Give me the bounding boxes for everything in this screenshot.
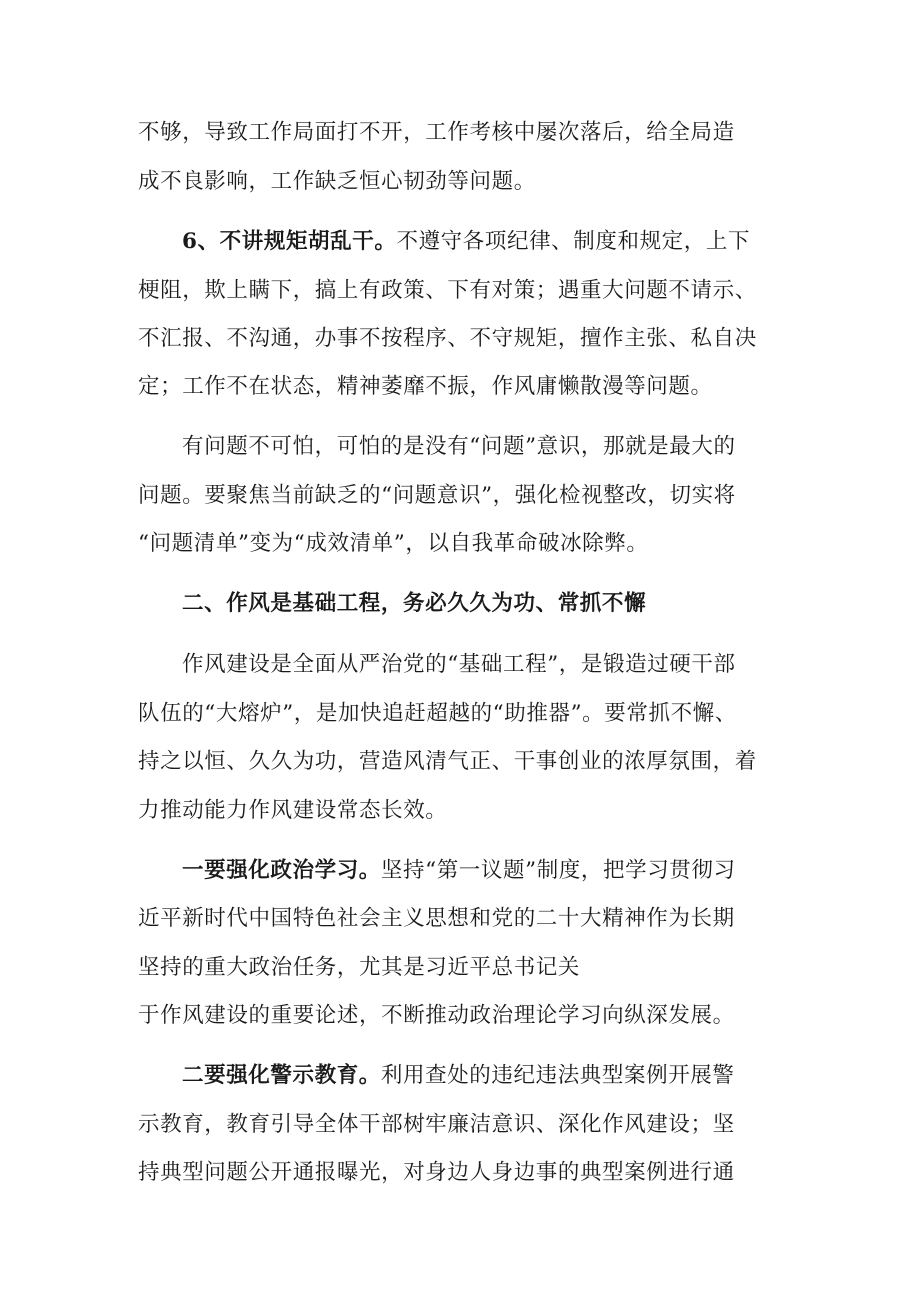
text-line: 成不良影响，工作缺乏恒心韧劲等问题。 [138, 169, 536, 194]
text-run: 不遵守各项纪律、制度和规定，上下 [396, 229, 751, 254]
text-line: “问题清单”变为“成效清单”，以自我革命破冰除弊。 [138, 531, 649, 556]
text-line: 示教育，教育引导全体干部树牢廉洁意识、深化作风建设；坚 [138, 1112, 735, 1137]
text-line: 不够，导致工作局面打不开，工作考核中屡次落后，给全局造 [138, 120, 735, 145]
text-line: 定；工作不在状态，精神萎靡不振，作风庸懒散漫等问题。 [138, 374, 713, 399]
text-line: 持典型问题公开通报曝光，对身边人身边事的典型案例进行通 [138, 1160, 735, 1185]
text-line: 不汇报、不沟通，办事不按程序、不守规矩，擅作主张、私自决 [138, 326, 757, 351]
text-line: 作风建设是全面从严治党的“基础工程”，是锻造过硬干部 [182, 652, 736, 677]
text-line: 力推动能力作风建设常态长效。 [138, 798, 448, 823]
text-line: 坚持的重大政治任务，尤其是习近平总书记关 [138, 955, 581, 980]
text-line: 有问题不可怕，可怕的是没有“问题”意识，那就是最大的 [182, 434, 736, 459]
text-line [182, 227, 832, 257]
section-heading: 二、作风是基础工程，务必久久为功、常抓不懈 [182, 591, 647, 616]
paragraph-heading: 6、不讲规矩胡乱干。 [182, 229, 397, 254]
paragraph-heading: 一要强化政治学习。 [182, 858, 381, 883]
text-run: 坚持“第一议题”制度，把学习贯彻习 [380, 858, 736, 883]
paragraph-heading: 二要强化警示教育。 [182, 1063, 381, 1088]
text-run: 利用查处的违纪违法典型案例开展警 [380, 1063, 735, 1088]
text-line [182, 856, 832, 886]
text-line: 持之以恒、久久为功，营造风清气正、干事创业的浓厚氛围，着 [138, 749, 757, 774]
text-line: 于作风建设的重要论述，不断推动政治理论学习向纵深发展。 [138, 1003, 735, 1028]
text-line: 近平新时代中国特色社会主义思想和党的二十大精神作为长期 [138, 906, 735, 931]
text-line: 问题。要聚焦当前缺乏的“问题意识”，强化检视整改，切实将 [138, 483, 736, 508]
text-line [182, 1061, 832, 1091]
text-line: 队伍的“大熔炉”，是加快追赶超越的“助推器”。要常抓不懈、 [138, 701, 737, 726]
text-line: 梗阻，欺上瞒下，搞上有政策、下有对策；遇重大问题不请示、 [138, 278, 757, 303]
